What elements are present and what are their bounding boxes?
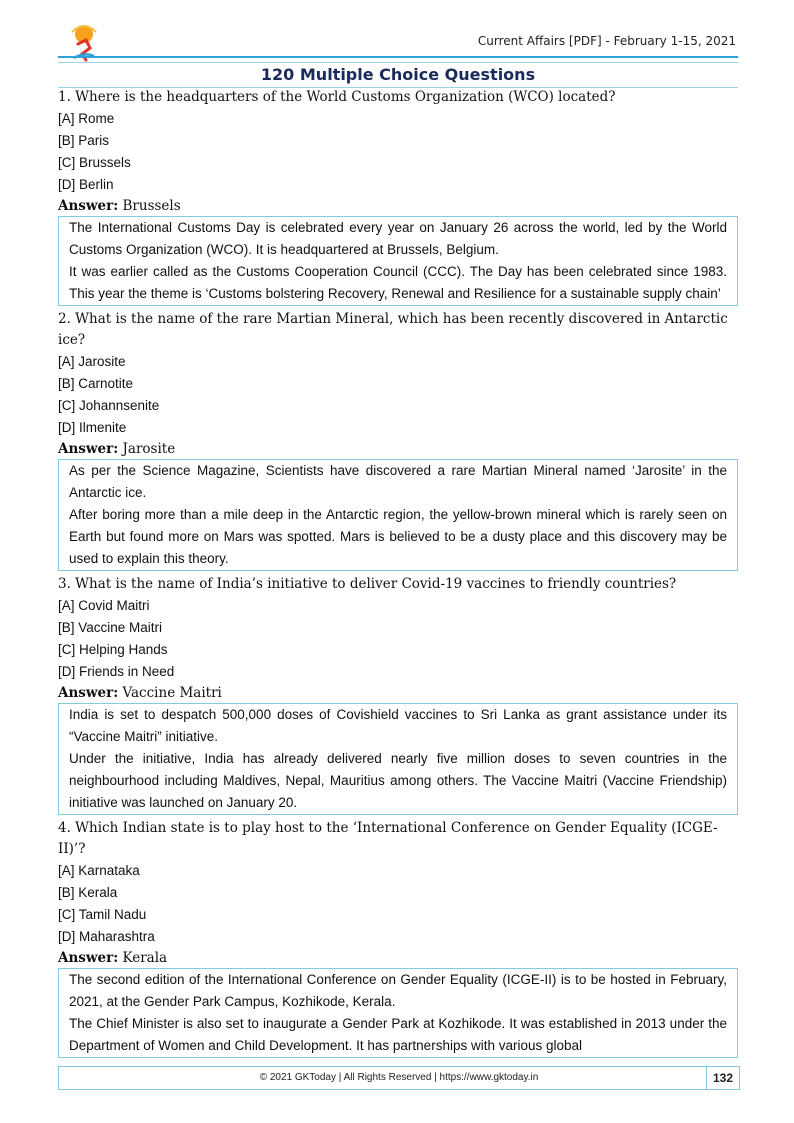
question-text: 3. What is the name of India’s initiative to deliver Covid-19 vaccines to friendly countries?	[58, 576, 677, 592]
explanation-paragraph: The International Customs Day is celebrated every year on January 26 across the world, led by the World Customs Organization (WCO). It is headquartered at Brussels, Belgium.	[69, 220, 727, 257]
question-text: 2. What is the name of the rare Martian Mineral, which has been recently discovered in Antarctic ice?	[58, 311, 728, 348]
explanation-paragraph: As per the Science Magazine, Scientists have discovered a rare Martian Mineral named ‘Jarosite’ in the Antarctic ice.	[69, 463, 727, 500]
explanation-paragraph: It was earlier called as the Customs Cooperation Council (CCC). The Day has been celebrated since 1983. This year the theme is ‘Customs bolstering Recovery, Renewal and Resilience for a sustainable supply chain’	[69, 264, 727, 301]
question-list	[58, 87, 738, 1061]
document-title: Current Affairs [PDF] - February 1-15, 2021	[477, 34, 736, 48]
explanation-paragraph: The Chief Minister is also set to inaugurate a Gender Park at Kozhikode. It was established in 2013 under the Department of Women and Child Development. It has partnerships with various global	[69, 1016, 727, 1053]
section-title: 120 Multiple Choice Questions	[58, 62, 738, 88]
answer-label: Answer:	[58, 685, 119, 701]
option-b: [B] Paris	[58, 133, 110, 148]
option-b: [B] Vaccine Maitri	[58, 620, 163, 635]
explanation-box	[58, 459, 738, 571]
question-block	[58, 309, 738, 571]
option-c: [C] Tamil Nadu	[58, 907, 147, 922]
explanation-box	[58, 216, 738, 306]
option-b: [B] Carnotite	[58, 376, 134, 391]
explanation-box	[58, 968, 738, 1058]
answer-line	[58, 439, 738, 459]
page-number: 132	[706, 1067, 739, 1089]
header-divider	[58, 56, 738, 58]
option-c: [C] Johannsenite	[58, 398, 160, 413]
option-d: [D] Maharashtra	[58, 929, 155, 944]
question-block	[58, 87, 738, 306]
footer-copyright-link[interactable]: © 2021 GKToday | All Rights Reserved | https://www.gktoday.in	[259, 1072, 539, 1083]
explanation-box	[58, 703, 738, 815]
option-d: [D] Berlin	[58, 177, 114, 192]
option-c: [C] Brussels	[58, 155, 131, 170]
question-block	[58, 574, 738, 815]
option-a: [A] Karnataka	[58, 863, 140, 878]
option-a: [A] Rome	[58, 111, 115, 126]
explanation-paragraph: India is set to despatch 500,000 doses of Covishield vaccines to Sri Lanka as grant assistance under its “Vaccine Maitri” initiative.	[69, 707, 727, 744]
answer-value: Jarosite	[122, 441, 176, 457]
option-b: [B] Kerala	[58, 885, 118, 900]
answer-label: Answer:	[58, 950, 119, 966]
option-d: [D] Friends in Need	[58, 664, 175, 679]
answer-value: Brussels	[122, 198, 181, 214]
option-a: [A] Covid Maitri	[58, 598, 150, 613]
option-d: [D] Ilmenite	[58, 420, 127, 435]
question-text: 1. Where is the headquarters of the World Customs Organization (WCO) located?	[58, 89, 616, 105]
answer-line	[58, 683, 738, 703]
answer-value: Kerala	[122, 950, 168, 966]
answer-label: Answer:	[58, 441, 119, 457]
answer-line	[58, 196, 738, 216]
question-text: 4. Which Indian state is to play host to the ‘International Conference on Gender Equality (ICGE-II)’?	[58, 820, 718, 857]
option-a: [A] Jarosite	[58, 354, 126, 369]
answer-label: Answer:	[58, 198, 119, 214]
question-block	[58, 818, 738, 1058]
answer-line	[58, 948, 738, 968]
answer-value: Vaccine Maitri	[122, 685, 222, 701]
page-footer	[58, 1066, 740, 1090]
explanation-paragraph: Under the initiative, India has already delivered nearly five million doses to seven countries in the neighbourhood including Maldives, Nepal, Mauritius among others. The Vaccine Maitri (Vaccine Friendship) initiative was launched on January 20.	[69, 751, 727, 810]
explanation-paragraph: After boring more than a mile deep in the Antarctic region, the yellow-brown mineral which is rarely seen on Earth but found more on Mars was spotted. Mars is believed to be a dusty place and this discovery may be used to explain this theory.	[69, 507, 727, 566]
explanation-paragraph: The second edition of the International Conference on Gender Equality (ICGE-II) is to be hosted in February, 2021, at the Gender Park Campus, Kozhikode, Kerala.	[69, 972, 727, 1009]
option-c: [C] Helping Hands	[58, 642, 168, 657]
